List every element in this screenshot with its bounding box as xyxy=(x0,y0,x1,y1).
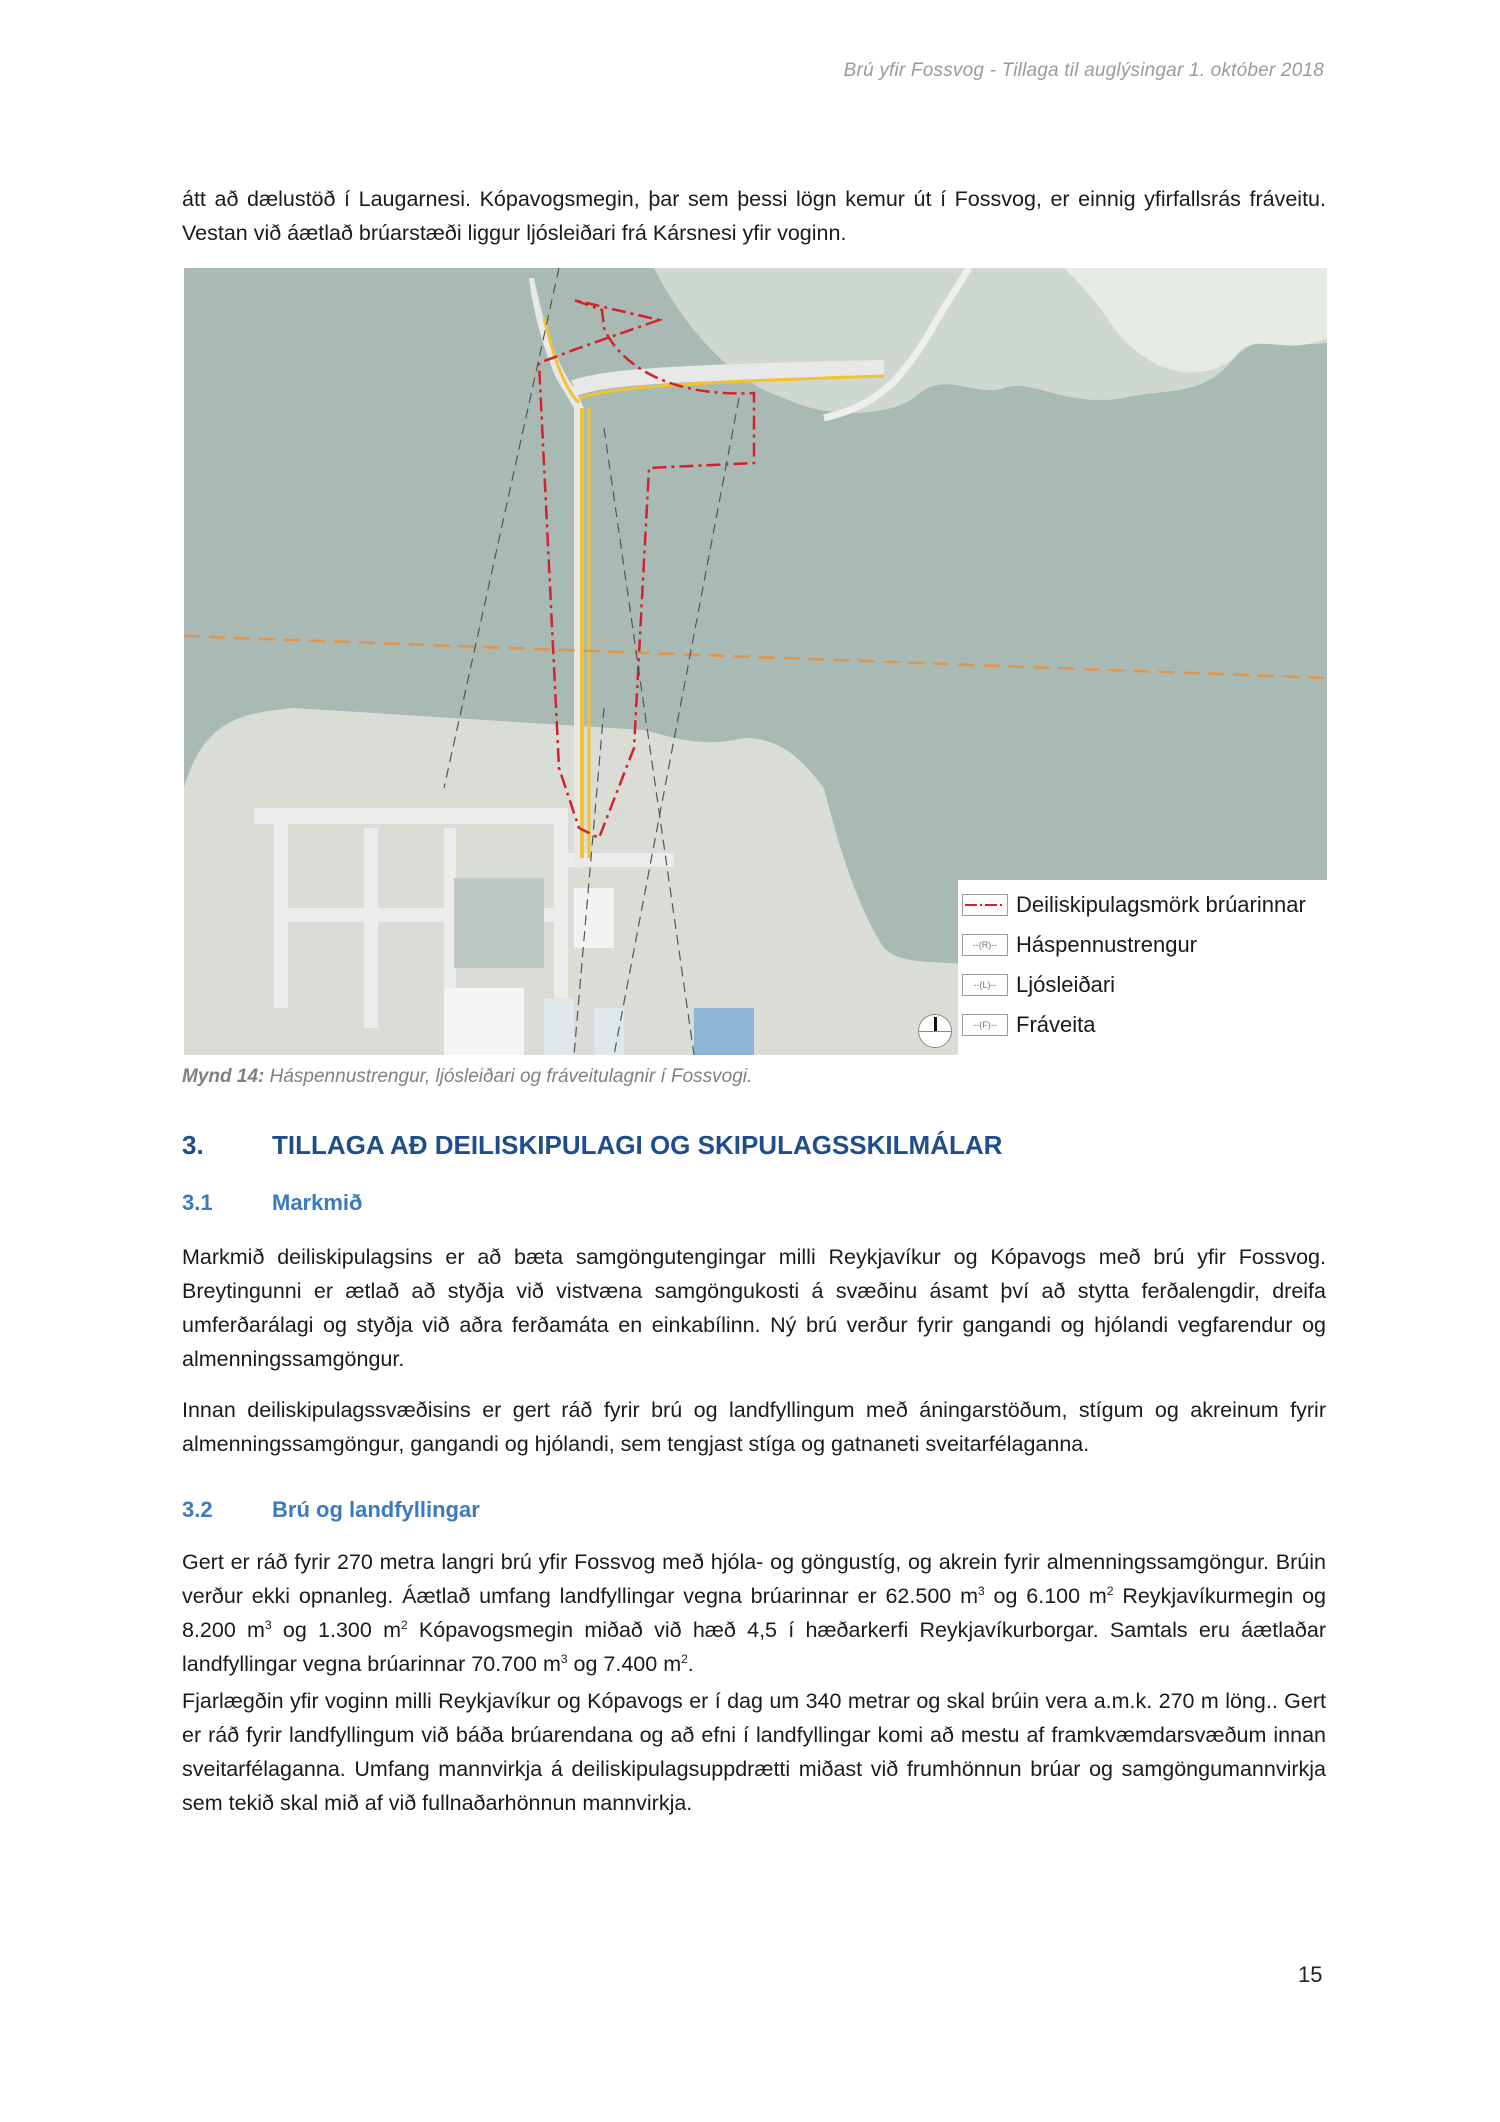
dashed-line-r-icon: --(R)-- xyxy=(962,934,1008,956)
legend-item-high-voltage: --(R)-- Háspennustrengur xyxy=(958,930,1197,960)
section-3-2-paragraph-2: Fjarlægðin yfir voginn milli Reykjavíkur og Kópavogs er í dag um 340 metrar og skal brúin vera a.m.k. 270 m löng.. Gert er ráð fyrir landfyllingum við báða brúarendana og að efni í landfyllingar komi að mestu af framkvæmdarsvæðum innan sveitarfélaganna. Umfang mannvirkja á deiliskipulagsuppdrætti miðast við frumhönnun brúar og samgöngumannvirkja sem tekið skal mið af við fullnaðarhönnun mannvirkja. xyxy=(182,1689,1326,1815)
figure-caption xyxy=(182,1066,752,1088)
caption-text: Háspennustrengur, ljósleiðari og fráveitulagnir í Fossvogi. xyxy=(264,1066,753,1087)
intro-paragraph: átt að dælustöð í Laugarnesi. Kópavogsmegin, þar sem þessi lögn kemur út í Fossvog, er einnig yfirfallsrás fráveitu. Vestan við áætlað brúarstæði liggur ljósleiðari frá Kársnesi yfir voginn. xyxy=(182,187,1326,245)
dashed-line-l-icon: --(L)-- xyxy=(962,974,1008,996)
dashed-line-f-icon: --(F)-- xyxy=(962,1014,1008,1036)
section-3-2-paragraph-1: Gert er ráð fyrir 270 metra langri brú yfir Fossvog með hjóla- og göngustíg, og akrein fyrir almenningssamgöngur. Brúin verður ekki opnanleg. Áætlað umfang landfyllingar vegna brúarinnar er 62.500 $m^3$ og 6.100 $m^2$ Reykjavíkurmegin og 8.200 $m^3$ og 1.300 $m^2$ Kópavogsmegin miðað við hæð 4,5 í hæðarkerfi Reykjavíkurborgar. Samtals eru áætlaðar landfyllingar vegna brúarinnar 70.700 $m^3$ og 7.400 $m^2$. xyxy=(182,1550,1327,1676)
legend-item-sewer: --(F)-- Fráveita xyxy=(958,1010,1095,1040)
running-header: Brú yfir Fossvog - Tillaga til auglýsingar 1. október 2018 xyxy=(843,60,1324,81)
legend-item-fiber-optic: --(L)-- Ljósleiðari xyxy=(958,970,1115,1000)
section-3-heading: 3. TILLAGA AÐ DEILISKIPULAGI OG SKIPULAGSSKILMÁLAR xyxy=(182,1130,1003,1160)
map-legend xyxy=(958,880,1327,1055)
page-number: 15 xyxy=(1298,1962,1323,1987)
section-3-1-paragraph-1: Markmið deiliskipulagsins er að bæta samgöngutengingar milli Reykjavíkur og Kópavogs með brú yfir Fossvog. Breytingunni er ætlað að styðja við vistvæna samgöngukosti á svæðinu ásamt því að stytta ferðalengdir, dreifa umferðarálagi og styðja við aðra ferðamáta en einkabílinn. Ný brú verður fyrir gangandi og hjólandi vegfarendur og almenningssamgöngur. xyxy=(182,1245,1326,1371)
legend-item-plan-boundary: Deiliskipulagsmörk brúarinnar xyxy=(958,890,1306,920)
north-arrow-icon xyxy=(918,1014,952,1048)
caption-label: Mynd 14: xyxy=(182,1066,265,1087)
section-3-1-heading: 3.1 Markmið xyxy=(182,1190,363,1215)
section-3-1-paragraph-2: Innan deiliskipulagssvæðisins er gert ráð fyrir brú og landfyllingum með áningarstöðum, stígum og akreinum fyrir almenningssamgöngur, gangandi og hjólandi, sem tengjast stíga og gatnaneti sveitarfélaganna. xyxy=(182,1398,1326,1456)
section-3-2-heading: 3.2 Brú og landfyllingar xyxy=(182,1497,480,1522)
dash-dot-line-icon xyxy=(962,894,1008,916)
